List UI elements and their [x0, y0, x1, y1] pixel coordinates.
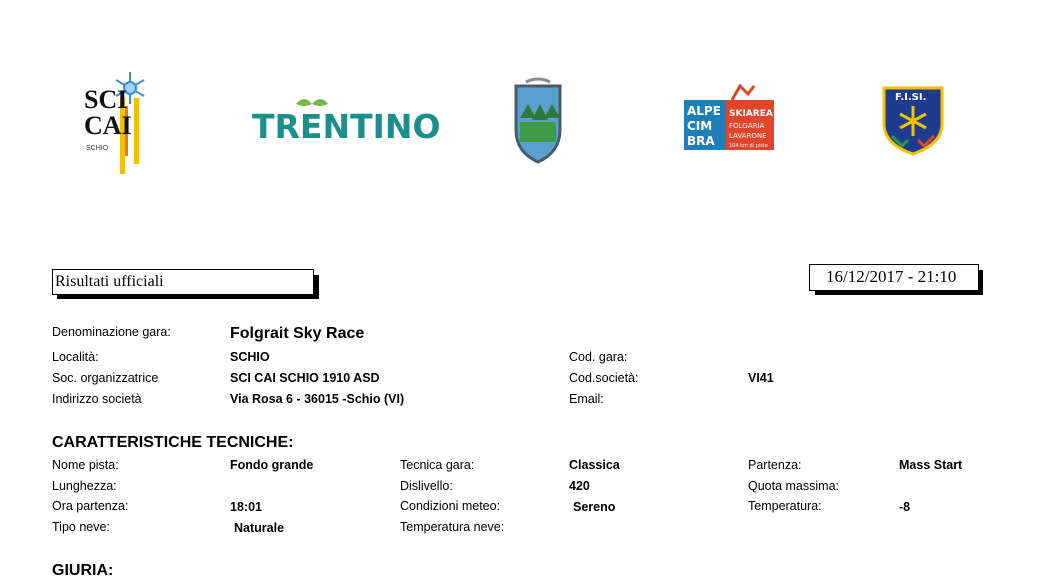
drop-label: Dislivello: — [400, 479, 453, 493]
trentino-logo — [252, 94, 441, 150]
organizer-label: Soc. organizzatrice — [52, 371, 159, 385]
svg-text:FOLGARIA: FOLGARIA — [729, 122, 765, 130]
cai-schio-emblem — [80, 68, 152, 176]
trentino-wordmark: TRENTINO — [252, 107, 441, 146]
svg-text:ALPE: ALPE — [687, 104, 721, 118]
cai-letters-top: SCI — [84, 85, 128, 114]
race-code-label: Cod. gara: — [569, 350, 628, 364]
place-value: SCHIO — [230, 350, 270, 364]
race-name-value: Folgrait Sky Race — [230, 325, 365, 342]
address-value: Via Rosa 6 - 36015 -Schio (VI) — [230, 392, 405, 406]
folgaria-crest-logo — [512, 78, 564, 164]
weather-label: Condizioni meteo: — [400, 499, 501, 513]
cai-caption: SCHIO — [86, 145, 109, 152]
track-value: Fondo grande — [230, 458, 314, 472]
start-time-label: Ora partenza: — [52, 499, 129, 513]
place-label: Località: — [52, 350, 99, 364]
technical-heading: CARATTERISTICHE TECNICHE: — [52, 434, 294, 451]
society-code-value: VI41 — [748, 371, 774, 385]
weather-value: Sereno — [573, 500, 616, 514]
cai-letters-bottom: CAI — [84, 111, 132, 140]
start-time-value: 18:01 — [230, 500, 262, 514]
address-label: Indirizzo società — [52, 392, 142, 406]
snow-temp-label: Temperatura neve: — [400, 520, 505, 534]
start-label: Partenza: — [748, 458, 802, 472]
technique-label: Tecnica gara: — [400, 458, 475, 472]
temperature-label: Temperatura: — [748, 499, 822, 513]
snow-type-label: Tipo neve: — [52, 520, 110, 534]
title-box — [52, 269, 314, 295]
page-title: Risultati ufficiali — [55, 273, 164, 290]
temperature-value: -8 — [899, 500, 911, 514]
max-altitude-label: Quota massima: — [748, 479, 840, 493]
svg-text:BRA: BRA — [687, 134, 715, 148]
drop-value: 420 — [569, 479, 590, 493]
organizer-value: SCI CAI SCHIO 1910 ASD — [230, 371, 380, 385]
society-code-label: Cod.società: — [569, 371, 639, 385]
jury-heading: GIURIA: — [52, 562, 114, 579]
trentino-butterfly-icon — [296, 99, 312, 106]
svg-text:CIM: CIM — [687, 119, 713, 133]
alpe-cimbra-logo — [684, 84, 776, 150]
svg-text:104 km di piste: 104 km di piste — [729, 143, 768, 149]
race-name-label: Denominazione gara: — [52, 325, 171, 339]
email-label: Email: — [569, 392, 604, 406]
report-datetime: 16/12/2017 - 21:10 — [826, 267, 957, 286]
fisi-text: F.I.SI. — [895, 92, 927, 103]
svg-text:LAVARONE: LAVARONE — [729, 132, 767, 140]
technique-value: Classica — [569, 458, 620, 472]
fisi-logo — [880, 84, 946, 156]
track-label: Nome pista: — [52, 458, 119, 472]
length-label: Lunghezza: — [52, 479, 117, 493]
cai-schio-logo — [80, 68, 152, 176]
start-value: Mass Start — [899, 458, 963, 472]
datetime-box — [809, 264, 979, 291]
snow-type-value: Naturale — [234, 521, 285, 535]
svg-text:SKIAREA: SKIAREA — [729, 109, 773, 119]
